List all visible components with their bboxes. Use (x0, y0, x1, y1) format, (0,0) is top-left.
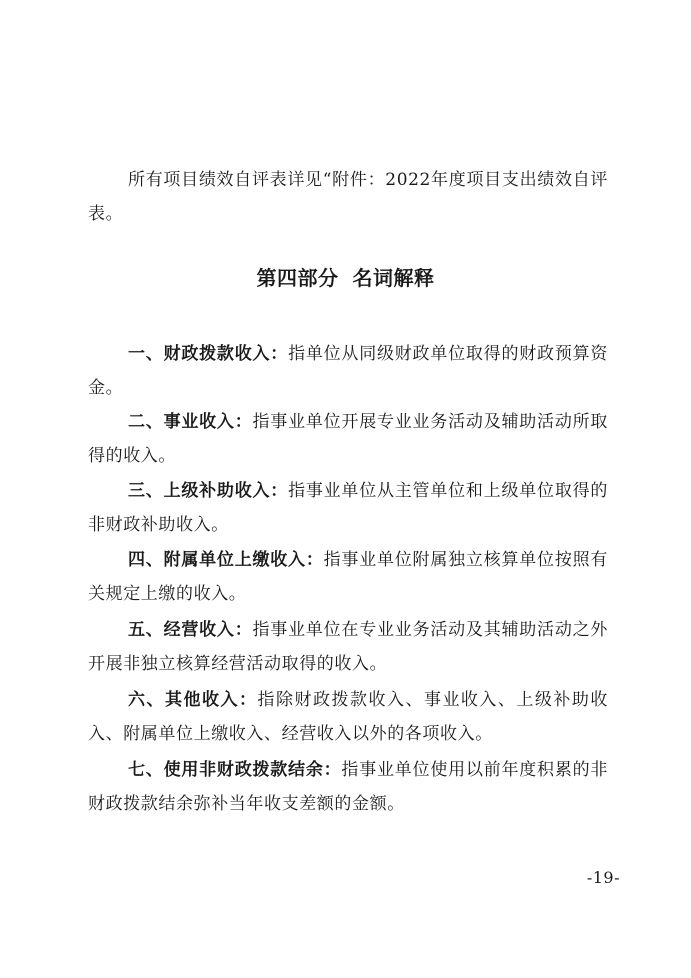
definition-term: 三、上级补助收入： (128, 481, 289, 501)
definition-item (88, 543, 608, 611)
definition-term: 二、事业收入： (128, 412, 253, 432)
page-number: -19- (586, 868, 620, 887)
definition-term: 六、其他收入： (128, 690, 258, 710)
definition-text: 指事业单位开展专业业务活动及辅助活动所取得的收入。 (88, 412, 609, 466)
section-title: 名词解释 (352, 266, 435, 290)
definition-text: 指事业单位附属独立核算单位按照有关规定上缴的收入。 (88, 550, 608, 604)
definition-term: 一、财政拨款收入： (128, 344, 289, 364)
definition-text: 指事业单位在专业业务活动及其辅助活动之外开展非独立核算经营活动取得的收入。 (88, 620, 609, 674)
definition-text: 指单位从同级财政单位取得的财政预算资金。 (88, 344, 608, 398)
definition-term: 四、附属单位上缴收入： (128, 550, 324, 570)
definition-term: 五、经营收入： (128, 620, 253, 640)
definition-item (88, 474, 608, 542)
definition-term: 七、使用非财政拨款结余： (128, 760, 342, 780)
definition-text: 指事业单位从主管单位和上级单位取得的非财政补助收入。 (88, 481, 608, 535)
definition-item (88, 753, 608, 821)
definition-text: 指事业单位使用以前年度积累的非财政拨款结余弥补当年收支差额的金额。 (88, 760, 609, 814)
definition-item (88, 613, 608, 681)
definition-item (88, 337, 608, 405)
section-part: 第四部分 (256, 266, 339, 290)
definition-text: 指除财政拨款收入、事业收入、上级补助收入、附属单位上缴收入、经营收入以外的各项收入。 (88, 690, 609, 744)
section-heading (0, 262, 691, 291)
intro-paragraph: 所有项目绩效自评表详见“附件：2022年度项目支出绩效自评表。 (88, 170, 608, 224)
definition-item (88, 683, 608, 751)
definition-item (88, 405, 608, 473)
